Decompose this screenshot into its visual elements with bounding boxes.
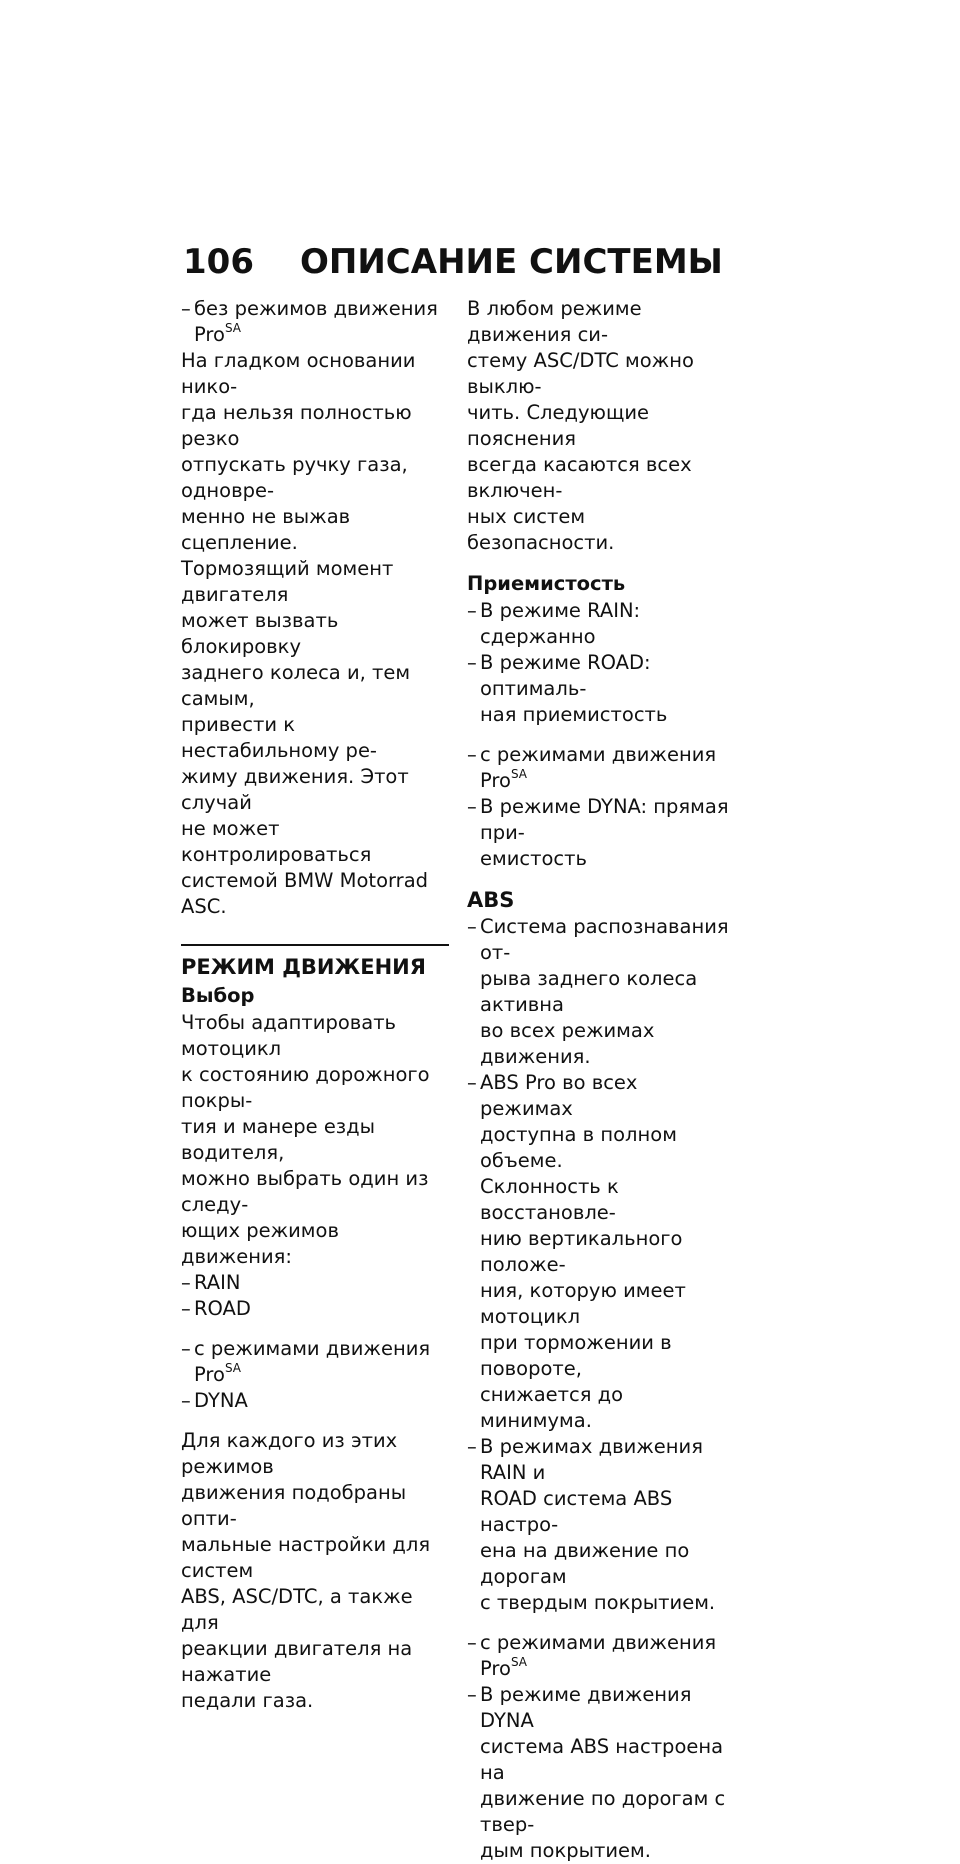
dash: – bbox=[467, 1071, 477, 1094]
mode-item-road bbox=[181, 1296, 449, 1322]
text-line: педали газа. bbox=[181, 1689, 314, 1712]
sub-heading: Выбор bbox=[181, 984, 255, 1007]
intro-no-pro-item bbox=[181, 296, 449, 348]
text-line: отпускать ручку газа, одновре- bbox=[181, 453, 408, 502]
dash: – bbox=[467, 599, 477, 622]
text-line: движения подобраны опти- bbox=[181, 1481, 407, 1530]
text-line: движение по дорогам с твер- bbox=[480, 1787, 726, 1836]
throttle-item-dyna bbox=[467, 794, 733, 872]
text-line: заднего колеса и, тем самым, bbox=[181, 661, 411, 710]
sa-superscript: SA bbox=[510, 767, 527, 781]
text-line: В режимах движения RAIN и bbox=[480, 1435, 703, 1484]
text-line: во всех режимах движения. bbox=[480, 1019, 655, 1068]
text-line: ная приемистость bbox=[480, 703, 668, 726]
text-line: ния, которую имеет мотоцикл bbox=[480, 1279, 686, 1328]
dash: – bbox=[181, 297, 191, 320]
text-line: всегда касаются всех включен- bbox=[467, 453, 692, 502]
sa-superscript: SA bbox=[224, 1361, 241, 1375]
text-line: при торможении в повороте, bbox=[480, 1331, 672, 1380]
text-line: Чтобы адаптировать мотоцикл bbox=[181, 1011, 397, 1060]
throttle-item-rain bbox=[467, 598, 733, 650]
item-text: В режиме RAIN: сдержанно bbox=[480, 599, 641, 648]
abs-heading: ABS bbox=[467, 888, 515, 912]
text-line: ена на движение по дорогам bbox=[480, 1539, 690, 1588]
abs-pro-item bbox=[467, 1630, 733, 1682]
page-header bbox=[183, 240, 723, 284]
section-title: ОПИСАНИЕ СИСТЕМЫ bbox=[299, 242, 723, 282]
text-line: тия и манере езды водителя, bbox=[181, 1115, 376, 1164]
left-column bbox=[181, 296, 449, 1714]
text-line: реакции двигателя на нажатие bbox=[181, 1637, 413, 1686]
right-column bbox=[467, 296, 733, 1864]
dash: – bbox=[467, 915, 477, 938]
text-line: Для каждого из этих режимов bbox=[181, 1429, 398, 1478]
item-text: ROAD bbox=[194, 1297, 251, 1320]
throttle-heading: Приемистость bbox=[467, 572, 626, 595]
text-line: В режиме ROAD: оптималь- bbox=[480, 651, 651, 700]
text-line: емистость bbox=[480, 847, 587, 870]
dash: – bbox=[181, 1389, 191, 1412]
dash: – bbox=[467, 1435, 477, 1458]
text-line: может вызвать блокировку bbox=[181, 609, 339, 658]
abs-item-lift-detection bbox=[467, 914, 733, 1070]
text-line: привести к нестабильному ре- bbox=[181, 713, 377, 762]
text-line: В режиме движения DYNA bbox=[480, 1683, 692, 1732]
item-text: с режимами движения Pro bbox=[480, 1631, 717, 1680]
text-line: Тормозящий момент двигателя bbox=[181, 557, 394, 606]
dash: – bbox=[181, 1297, 191, 1320]
text-line: На гладком основании нико- bbox=[181, 349, 416, 398]
text-line: В режиме DYNA: прямая при- bbox=[480, 795, 729, 844]
dash: – bbox=[467, 743, 477, 766]
text-line: нию вертикального положе- bbox=[480, 1227, 683, 1276]
text-line: рыва заднего колеса активна bbox=[480, 967, 698, 1016]
dash: – bbox=[467, 795, 477, 818]
item-text: без режимов движения Pro bbox=[194, 297, 438, 346]
text-line: снижается до минимума. bbox=[480, 1383, 624, 1432]
text-line: к состоянию дорожного покры- bbox=[181, 1063, 430, 1112]
text-line: Склонность к восстановле- bbox=[480, 1175, 619, 1224]
abs-item-abs-pro bbox=[467, 1070, 733, 1434]
text-line: ABS, ASC/DTC, а также для bbox=[181, 1585, 413, 1634]
text-line: доступна в полном объеме. bbox=[480, 1123, 677, 1172]
item-text: DYNA bbox=[194, 1389, 248, 1412]
text-line: мальные настройки для систем bbox=[181, 1533, 431, 1582]
page-number: 106 bbox=[183, 242, 254, 282]
abs-item-dyna bbox=[467, 1682, 733, 1864]
text-line: стему ASC/DTC можно выклю- bbox=[467, 349, 694, 398]
text-line: Система распознавания от- bbox=[480, 915, 729, 964]
text-line: не может контролироваться bbox=[181, 817, 372, 866]
item-text: с режимами движения Pro bbox=[194, 1337, 431, 1386]
item-text: с режимами движения Pro bbox=[480, 743, 717, 792]
text-line: системой BMW Motorrad ASC. bbox=[181, 869, 429, 918]
final-paragraph bbox=[181, 1428, 449, 1714]
section-heading: РЕЖИМ ДВИЖЕНИЯ bbox=[181, 944, 449, 982]
item-text: RAIN bbox=[194, 1271, 241, 1294]
abs-item-rain-road bbox=[467, 1434, 733, 1616]
text-line: ющих режимов движения: bbox=[181, 1219, 339, 1268]
text-line: гда нельзя полностью резко bbox=[181, 401, 412, 450]
text-line: с твердым покрытием. bbox=[480, 1591, 716, 1614]
dash: – bbox=[467, 1683, 477, 1706]
text-line: дым покрытием. bbox=[480, 1839, 651, 1862]
text-line: можно выбрать один из следу- bbox=[181, 1167, 429, 1216]
text-line: система ABS настроена на bbox=[480, 1735, 724, 1784]
mode-item-dyna bbox=[181, 1388, 449, 1414]
text-line: ROAD система ABS настро- bbox=[480, 1487, 673, 1536]
text-line: ных систем безопасности. bbox=[467, 505, 615, 554]
throttle-pro-item bbox=[467, 742, 733, 794]
text-line: чить. Следующие пояснения bbox=[467, 401, 649, 450]
dash: – bbox=[467, 651, 477, 674]
dash: – bbox=[181, 1337, 191, 1360]
throttle-item-road bbox=[467, 650, 733, 728]
dash: – bbox=[181, 1271, 191, 1294]
text-line: В любом режиме движения си- bbox=[467, 297, 642, 346]
intro-paragraph bbox=[467, 296, 733, 556]
dash: – bbox=[467, 1631, 477, 1654]
text-line: ABS Pro во всех режимах bbox=[480, 1071, 638, 1120]
sa-superscript: SA bbox=[510, 1655, 527, 1669]
intro-paragraph bbox=[181, 348, 449, 920]
mode-item-rain bbox=[181, 1270, 449, 1296]
text-line: жиму движения. Этот случай bbox=[181, 765, 409, 814]
selection-paragraph bbox=[181, 1010, 449, 1270]
text-line: менно не выжав сцепление. bbox=[181, 505, 351, 554]
pro-modes-item bbox=[181, 1336, 449, 1388]
sa-superscript: SA bbox=[224, 321, 241, 335]
